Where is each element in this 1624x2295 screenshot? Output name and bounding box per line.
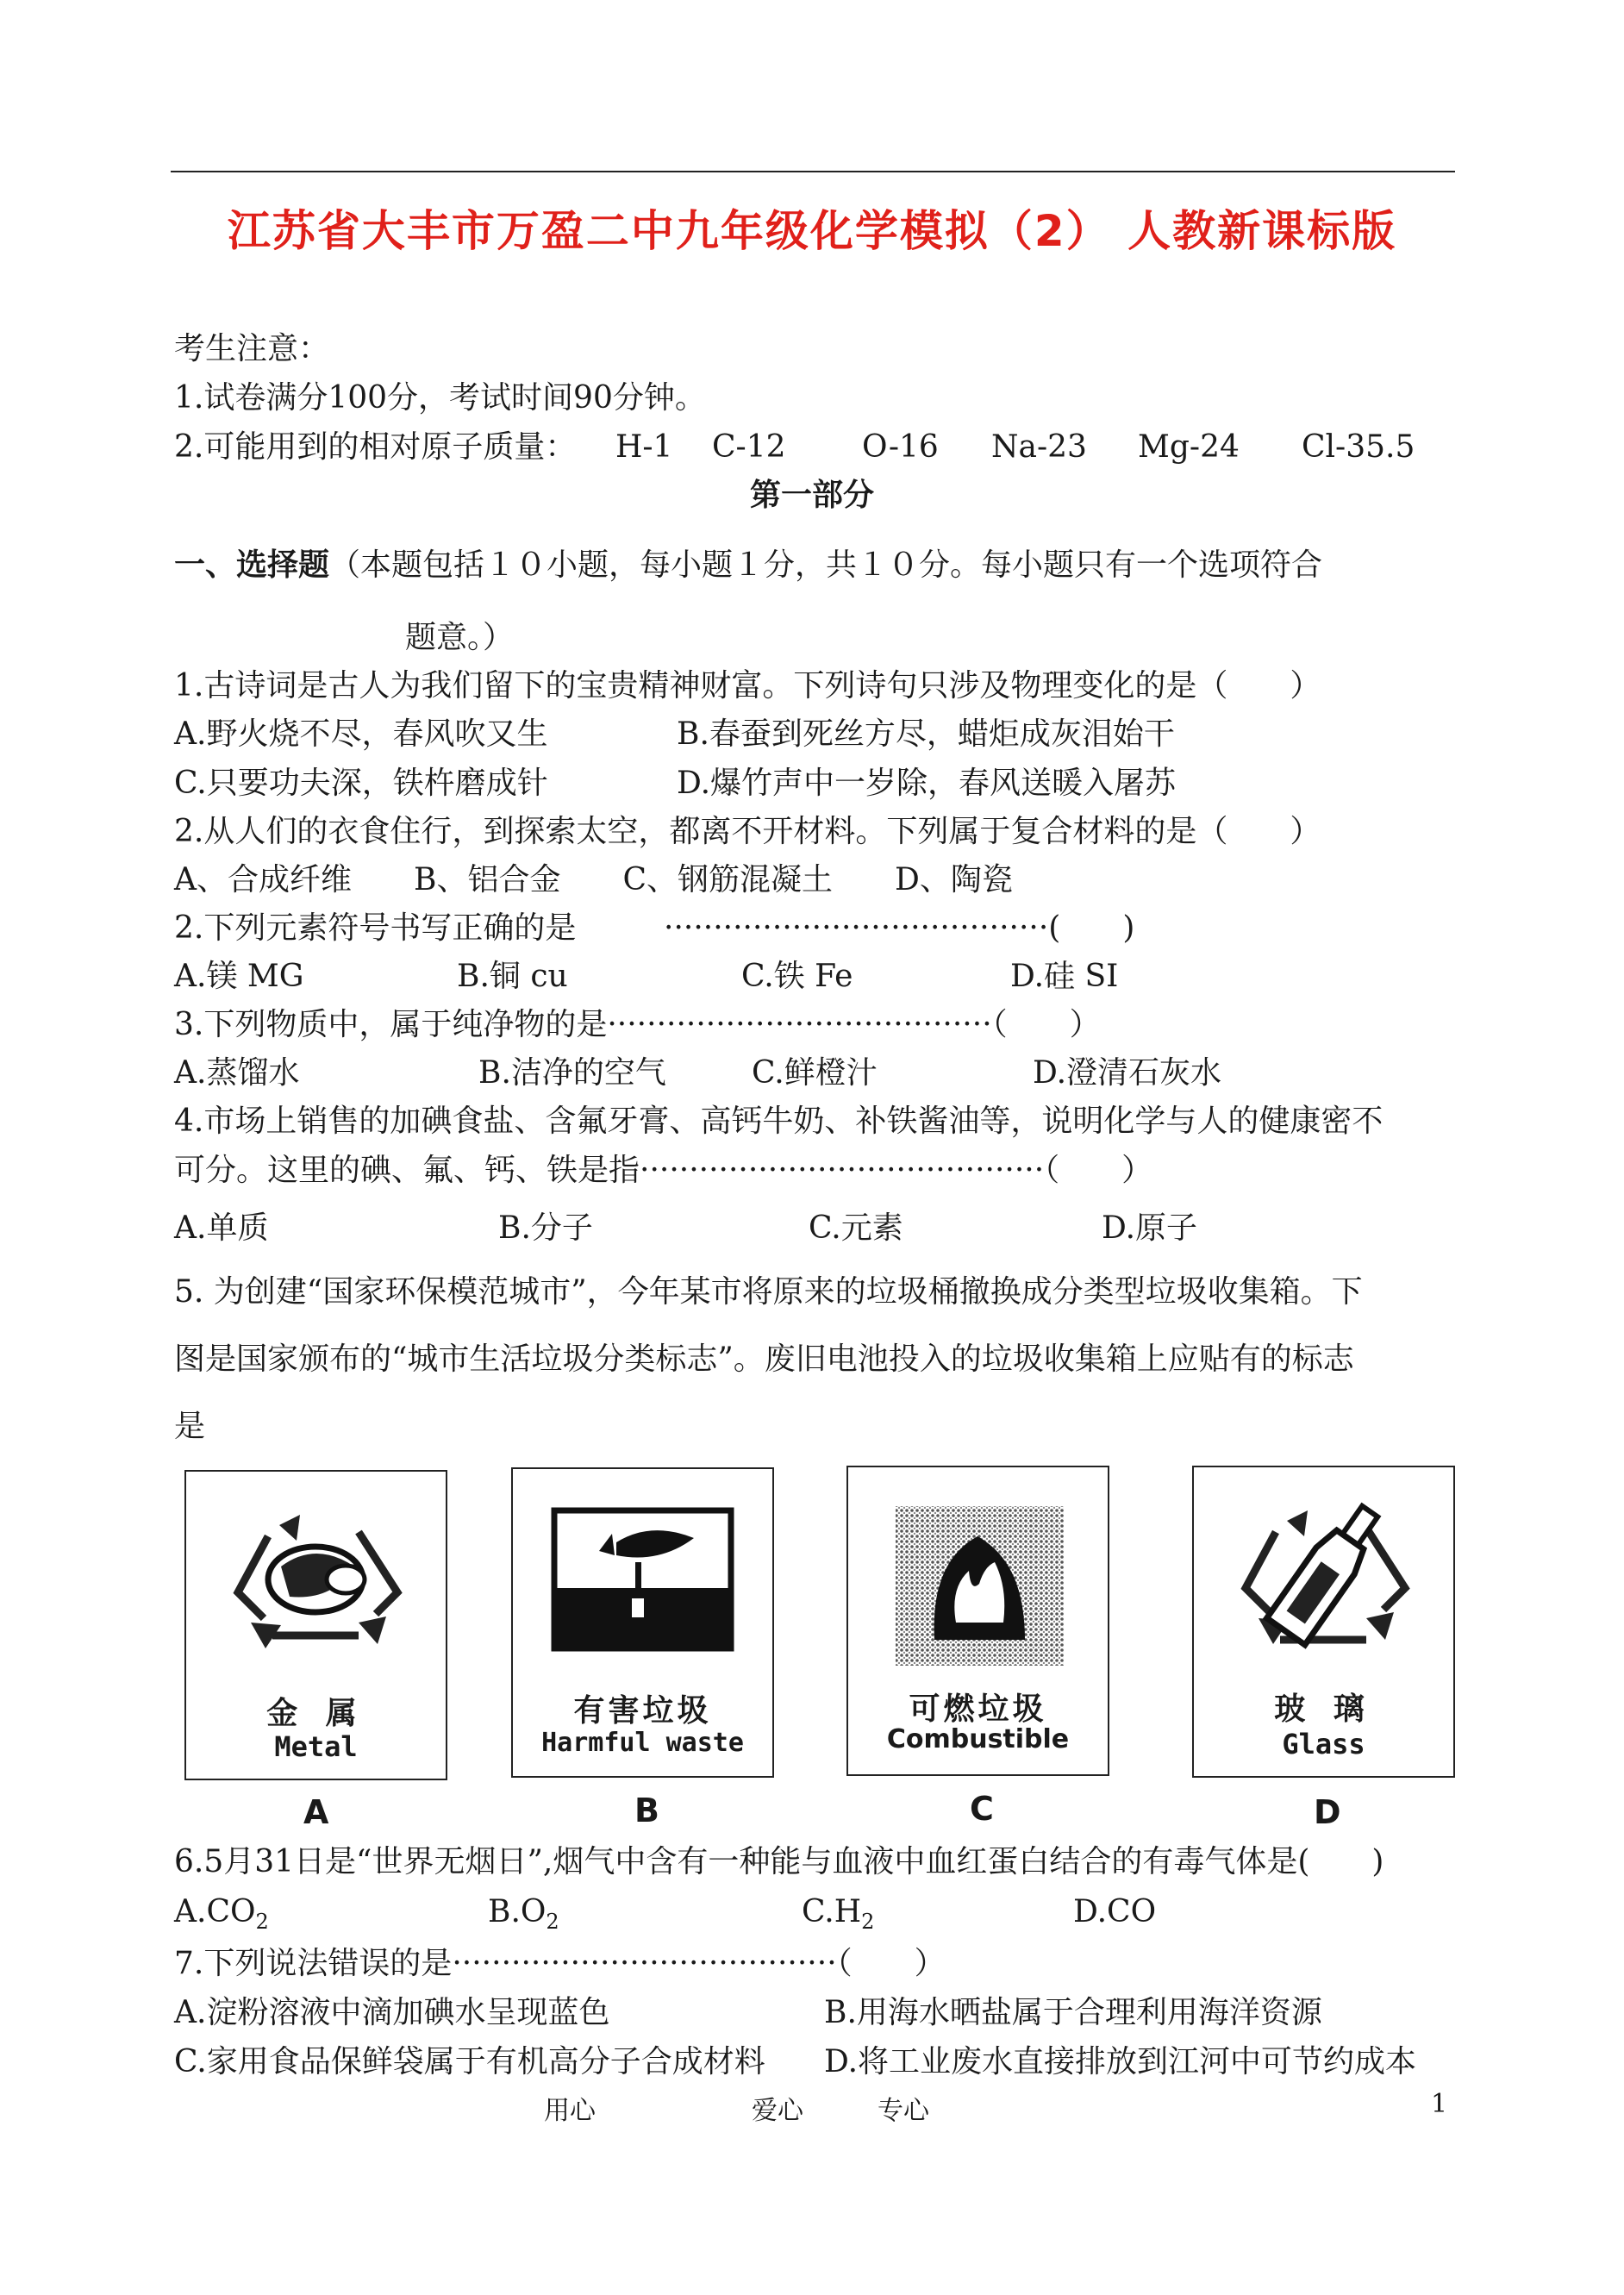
q4-stem-2: 可分。这里的碘、氟、钙、铁是指·········································（ ）	[174, 1153, 1153, 1188]
sign-glass-cn: 玻 璃	[1274, 1692, 1373, 1727]
mass-mg: Mg-24	[1138, 429, 1240, 465]
mass-h: H-1	[615, 429, 673, 465]
sign-glass-en: Glass	[1282, 1728, 1365, 1760]
q3-option-d: D.澄清石灰水	[1033, 1055, 1222, 1091]
q2b-option-c: C.铁 Fe	[741, 959, 853, 994]
footer-motto-3: 专心	[878, 2096, 929, 2126]
q1-option-b: B.春蚕到死丝方尽，蜡炬成灰泪始干	[677, 716, 1175, 752]
q6-option-d: D.CO	[1073, 1894, 1157, 1929]
q4-option-d: D.原子	[1102, 1210, 1198, 1246]
q2a-stem: 2.从人们的衣食住行，到探索太空，都离不开材料。下列属于复合材料的是（ ）	[174, 814, 1321, 849]
q1-option-c: C.只要功夫深，铁杵磨成针	[174, 766, 548, 801]
section-label: 一、选择题	[174, 547, 330, 583]
q4-stem-1: 4.市场上销售的加碘食盐、含氟牙膏、高钙牛奶、补铁酱油等，说明化学与人的健康密不	[174, 1104, 1384, 1139]
q5-line-3: 是	[174, 1409, 206, 1444]
q3-stem: 3.下列物质中，属于纯净物的是·······································（ ）	[174, 1007, 1101, 1042]
q2b-dots: ·······································( )	[664, 910, 1135, 946]
sign-letter-d: D	[1314, 1793, 1341, 1831]
sign-harmful-en: Harmful waste	[541, 1728, 744, 1758]
mass-na: Na-23	[991, 429, 1087, 465]
q3-option-b: B.洁净的空气	[478, 1055, 666, 1091]
sign-letter-a: A	[303, 1793, 329, 1831]
sign-glass	[1192, 1466, 1455, 1778]
q6-option-b-main: B.O	[488, 1894, 547, 1929]
q5-line-2: 图是国家颁布的“城市生活垃圾分类标志”。废旧电池投入的垃圾收集箱上应贴有的标志	[174, 1341, 1354, 1377]
page-number: 1	[1431, 2089, 1448, 2119]
q4-option-a: A.单质	[174, 1210, 269, 1246]
q1-option-d: D.爆竹声中一岁除，春风送暖入屠苏	[677, 766, 1177, 801]
q7-option-b: B.用海水晒盐属于合理利用海洋资源	[824, 1995, 1322, 2030]
footer-motto-2: 爱心	[752, 2096, 803, 2126]
mass-o: O-16	[862, 429, 939, 465]
sign-letter-b: B	[634, 1792, 659, 1829]
q4-option-b: B.分子	[498, 1210, 593, 1246]
q6-option-c	[802, 1893, 874, 1941]
q7-option-d: D.将工业废水直接排放到江河中可节约成本	[824, 2044, 1417, 2079]
sign-metal-cn: 金 属	[266, 1696, 365, 1731]
mass-c: C-12	[712, 429, 786, 465]
sign-harmful-cn: 有害垃圾	[573, 1693, 712, 1729]
part-title: 第一部分	[749, 477, 874, 513]
mass-cl: Cl-35.5	[1302, 429, 1415, 465]
section-desc-cont: 题意。）	[405, 620, 515, 655]
section-heading	[174, 546, 1322, 585]
sign-harmful	[511, 1467, 774, 1778]
recycle-metal-can-icon	[186, 1472, 449, 1687]
q6-stem: 6.5月31日是“世界无烟日”,烟气中含有一种能与血液中血红蛋白结合的有毒气体是( )	[174, 1844, 1384, 1879]
header-rule	[171, 171, 1455, 172]
q2a-options: A、合成纤维 B、铝合金 C、钢筋混凝土 D、陶瓷	[174, 862, 1013, 897]
sign-metal	[184, 1470, 447, 1780]
section-desc: （本题包括１０小题，每小题１分，共１０分。每小题只有一个选项符合	[329, 547, 1323, 583]
footer-motto-1: 用心	[544, 2096, 596, 2126]
q5-line-1: 5. 为创建“国家环保模范城市”，今年某市将原来的垃圾桶撤换成分类型垃圾收集箱。下	[174, 1274, 1363, 1310]
sign-combustible-cn: 可燃垃圾	[909, 1692, 1047, 1727]
sign-combustible-en: Combustible	[886, 1724, 1070, 1754]
notice-heading: 考生注意：	[174, 331, 330, 366]
q6-option-b-sub: 2	[546, 1910, 559, 1935]
q1-option-a: A.野火烧不尽，春风吹又生	[174, 716, 548, 752]
q6-option-a	[174, 1893, 269, 1941]
q6-option-c-main: C.H	[802, 1894, 862, 1929]
q7-option-c: C.家用食品保鲜袋属于有机高分子合成材料	[174, 2044, 765, 2079]
q7-stem: 7.下列说法错误的是·······································（ ）	[174, 1946, 946, 1981]
sign-letter-c: C	[970, 1790, 994, 1828]
q2b-option-a: A.镁 MG	[174, 959, 304, 994]
sign-combustible	[846, 1466, 1109, 1776]
q6-option-a-main: A.CO	[174, 1894, 256, 1929]
q1-stem: 1.古诗词是古人为我们留下的宝贵精神财富。下列诗句只涉及物理变化的是（ ）	[174, 668, 1321, 704]
q6-option-b	[488, 1893, 559, 1941]
q3-option-a: A.蒸馏水	[174, 1055, 300, 1091]
sign-metal-en: Metal	[274, 1730, 358, 1763]
q2b-option-d: D.硅 SI	[1010, 959, 1119, 994]
q3-option-c: C.鲜橙汁	[752, 1055, 878, 1091]
page-title: 江苏省大丰市万盈二中九年级化学模拟（2） 人教新课标版	[227, 206, 1397, 256]
notice-line-2: 2.可能用到的相对原子质量：	[174, 429, 577, 465]
flame-icon	[848, 1467, 1111, 1683]
recycle-bottle-icon	[1194, 1467, 1457, 1683]
harmful-fish-icon	[513, 1469, 776, 1685]
q6-option-a-sub: 2	[255, 1910, 269, 1935]
q2b-stem: 2.下列元素符号书写正确的是	[174, 910, 577, 946]
q4-option-c: C.元素	[809, 1210, 903, 1246]
q6-option-c-sub: 2	[861, 1910, 875, 1935]
notice-line-1: 1.试卷满分100分，考试时间90分钟。	[174, 380, 706, 416]
q2b-option-b: B.铜 cu	[457, 959, 568, 994]
q7-option-a: A.淀粉溶液中滴加碘水呈现蓝色	[174, 1995, 610, 2030]
